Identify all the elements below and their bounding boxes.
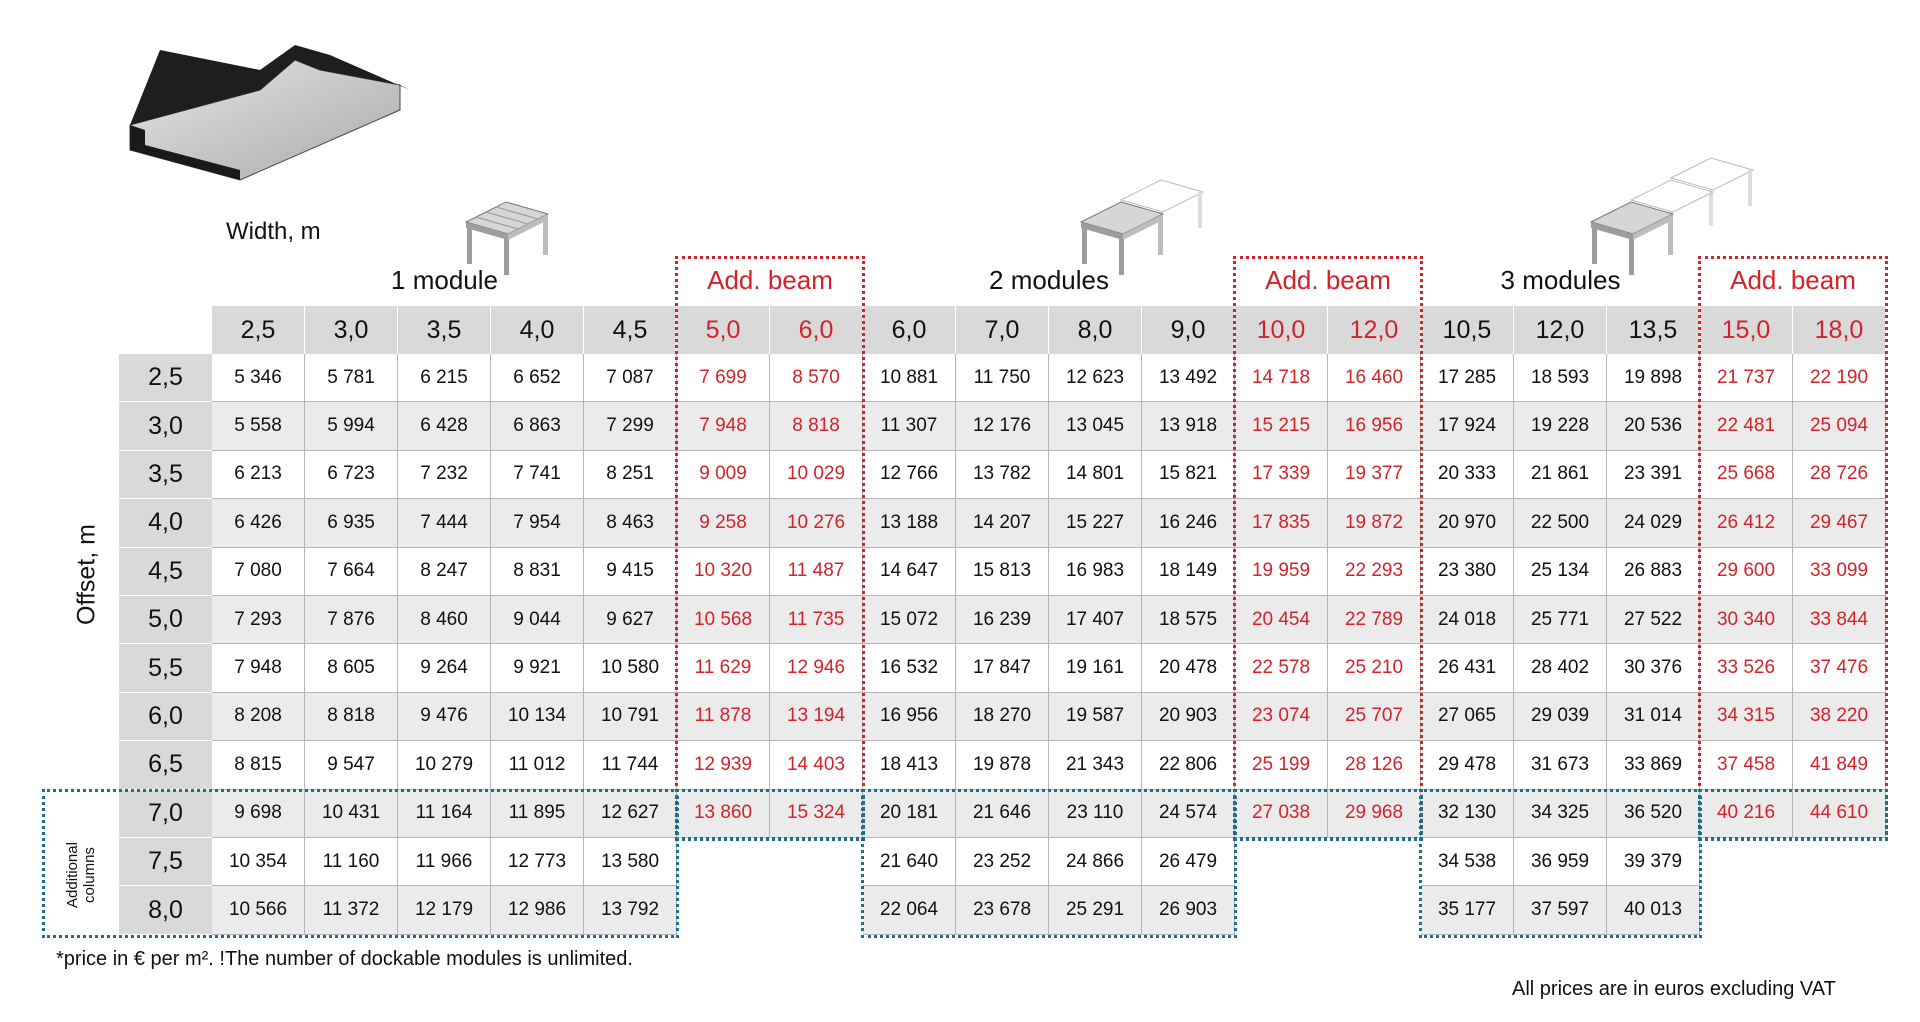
table-cell: 8 208 [212,693,305,741]
table-cell: 15 821 [1142,451,1235,499]
table-cell: 19 228 [1514,402,1607,450]
table-cell: 9 009 [677,451,770,499]
table-cell: 33 099 [1793,548,1886,596]
table-cell: 8 818 [305,693,398,741]
table-cell: 24 574 [1142,790,1235,838]
table-cell: 8 831 [491,548,584,596]
row-header: 8,0 [119,886,212,934]
table-cell: 21 861 [1514,451,1607,499]
table-cell: 24 029 [1607,499,1700,547]
table-cell: 27 522 [1607,596,1700,644]
table-cell: 7 948 [677,402,770,450]
table-cell: 12 946 [770,644,863,692]
table-cell: 11 307 [863,402,956,450]
column-header: 8,0 [1049,306,1142,354]
table-cell: 7 232 [398,451,491,499]
table-cell: 17 924 [1421,402,1514,450]
table-cell: 22 481 [1700,402,1793,450]
table-cell: 17 847 [956,644,1049,692]
table-cell: 8 247 [398,548,491,596]
table-cell: 34 325 [1514,790,1607,838]
table-cell: 10 134 [491,693,584,741]
table-cell: 12 179 [398,886,491,934]
table-cell: 37 597 [1514,886,1607,934]
table-cell: 19 959 [1235,548,1328,596]
table-cell: 26 903 [1142,886,1235,934]
table-cell: 20 181 [863,790,956,838]
table-cell: 12 986 [491,886,584,934]
section-label-add-beam-1: Add. beam [707,265,833,295]
column-header: 9,0 [1142,306,1235,354]
column-header: 6,0 [863,306,956,354]
table-cell: 40 013 [1607,886,1700,934]
row-header: 5,5 [119,644,212,692]
table-cell: 22 064 [863,886,956,934]
row-header: 4,5 [119,548,212,596]
table-cell: 29 467 [1793,499,1886,547]
section-label-1-module: 1 module [391,265,498,295]
table-cell: 14 718 [1235,354,1328,402]
table-cell: 26 479 [1142,838,1235,886]
table-cell: 5 781 [305,354,398,402]
row-header: 3,0 [119,402,212,450]
column-header: 2,5 [212,306,305,354]
table-cell: 28 726 [1793,451,1886,499]
table-cell: 21 640 [863,838,956,886]
table-cell: 9 547 [305,741,398,789]
table-cell: 33 526 [1700,644,1793,692]
table-cell: 22 789 [1328,596,1421,644]
table-cell: 33 869 [1607,741,1700,789]
table-cell: 16 983 [1049,548,1142,596]
column-header: 12,0 [1328,306,1421,354]
table-cell: 20 454 [1235,596,1328,644]
table-cell: 44 610 [1793,790,1886,838]
table-cell: 14 403 [770,741,863,789]
row-header: 3,5 [119,451,212,499]
table-cell: 10 276 [770,499,863,547]
table-cell: 36 959 [1514,838,1607,886]
table-cell: 7 699 [677,354,770,402]
table-cell: 7 080 [212,548,305,596]
column-header: 10,5 [1421,306,1514,354]
table-cell: 13 792 [584,886,677,934]
table-cell: 19 898 [1607,354,1700,402]
table-cell: 16 956 [1328,402,1421,450]
table-cell: 22 500 [1514,499,1607,547]
table-cell: 6 213 [212,451,305,499]
table-cell: 8 570 [770,354,863,402]
table-cell: 13 492 [1142,354,1235,402]
table-cell: 6 215 [398,354,491,402]
row-header: 6,0 [119,693,212,741]
table-cell: 6 428 [398,402,491,450]
table-cell: 17 407 [1049,596,1142,644]
table-cell: 23 110 [1049,790,1142,838]
table-cell: 11 878 [677,693,770,741]
table-cell: 11 895 [491,790,584,838]
table-cell: 14 801 [1049,451,1142,499]
table-cell: 18 270 [956,693,1049,741]
table-cell: 38 220 [1793,693,1886,741]
column-header: 15,0 [1700,306,1793,354]
table-cell: 20 903 [1142,693,1235,741]
table-cell: 11 629 [677,644,770,692]
table-cell: 11 160 [305,838,398,886]
table-cell: 16 956 [863,693,956,741]
section-label-3-modules: 3 modules [1500,265,1621,295]
table-cell: 13 580 [584,838,677,886]
table-cell: 13 782 [956,451,1049,499]
table-cell: 5 346 [212,354,305,402]
table-cell: 41 849 [1793,741,1886,789]
table-cell: 25 134 [1514,548,1607,596]
table-cell: 8 818 [770,402,863,450]
table-cell: 15 813 [956,548,1049,596]
table-cell: 25 291 [1049,886,1142,934]
table-cell: 6 863 [491,402,584,450]
table-cell: 9 258 [677,499,770,547]
column-header: 3,5 [398,306,491,354]
table-cell: 12 773 [491,838,584,886]
table-cell: 11 012 [491,741,584,789]
table-cell: 26 883 [1607,548,1700,596]
table-cell: 26 431 [1421,644,1514,692]
table-cell: 14 647 [863,548,956,596]
table-cell: 16 246 [1142,499,1235,547]
column-header: 6,0 [770,306,863,354]
table-cell: 17 835 [1235,499,1328,547]
table-cell: 10 568 [677,596,770,644]
table-cell: 24 866 [1049,838,1142,886]
row-header: 7,0 [119,790,212,838]
table-cell: 22 190 [1793,354,1886,402]
table-cell: 9 698 [212,790,305,838]
table-cell: 10 354 [212,838,305,886]
table-cell: 16 532 [863,644,956,692]
table-cell: 23 074 [1235,693,1328,741]
column-header: 3,0 [305,306,398,354]
table-cell: 10 320 [677,548,770,596]
table-cell: 11 750 [956,354,1049,402]
table-cell: 25 707 [1328,693,1421,741]
pergola-2-modules-icon [1077,174,1207,276]
table-cell: 29 478 [1421,741,1514,789]
table-cell: 19 161 [1049,644,1142,692]
table-cell: 20 536 [1607,402,1700,450]
table-cell: 23 391 [1607,451,1700,499]
table-cell: 13 860 [677,790,770,838]
table-cell: 9 627 [584,596,677,644]
table-cell: 18 149 [1142,548,1235,596]
table-cell: 25 210 [1328,644,1421,692]
table-cell: 13 194 [770,693,863,741]
table-cell: 6 426 [212,499,305,547]
table-cell: 10 431 [305,790,398,838]
table-cell: 36 520 [1607,790,1700,838]
table-cell: 15 072 [863,596,956,644]
table-cell: 11 487 [770,548,863,596]
pergola-1-module-icon [462,194,552,276]
row-header: 5,0 [119,596,212,644]
table-cell: 26 412 [1700,499,1793,547]
table-cell: 19 587 [1049,693,1142,741]
table-cell: 7 876 [305,596,398,644]
table-cell: 8 815 [212,741,305,789]
table-cell: 20 333 [1421,451,1514,499]
table-cell: 6 723 [305,451,398,499]
table-cell: 7 954 [491,499,584,547]
table-cell: 28 126 [1328,741,1421,789]
table-cell: 29 039 [1514,693,1607,741]
table-cell: 25 199 [1235,741,1328,789]
table-cell: 15 324 [770,790,863,838]
table-cell: 19 878 [956,741,1049,789]
table-cell: 29 968 [1328,790,1421,838]
table-cell: 8 463 [584,499,677,547]
additional-columns-text: Additional columns [64,842,98,908]
table-cell: 19 377 [1328,451,1421,499]
offset-axis-label: Offset, m [72,524,101,625]
table-cell: 25 668 [1700,451,1793,499]
table-cell: 16 460 [1328,354,1421,402]
table-cell: 8 605 [305,644,398,692]
table-cell: 10 791 [584,693,677,741]
table-cell: 20 478 [1142,644,1235,692]
table-cell: 6 652 [491,354,584,402]
column-header: 10,0 [1235,306,1328,354]
table-cell: 25 094 [1793,402,1886,450]
row-header: 6,5 [119,741,212,789]
table-cell: 11 372 [305,886,398,934]
table-cell: 23 678 [956,886,1049,934]
table-cell: 7 664 [305,548,398,596]
table-cell: 27 038 [1235,790,1328,838]
footnote: *price in € per m². !The number of dockable modules is unlimited. [56,948,633,970]
table-cell: 10 881 [863,354,956,402]
table-cell: 7 444 [398,499,491,547]
table-cell: 13 918 [1142,402,1235,450]
table-cell: 34 315 [1700,693,1793,741]
table-cell: 9 264 [398,644,491,692]
pergola-3-modules-icon [1587,154,1757,278]
table-cell: 5 558 [212,402,305,450]
table-cell: 7 741 [491,451,584,499]
table-cell: 30 376 [1607,644,1700,692]
table-cell: 11 735 [770,596,863,644]
table-cell: 17 339 [1235,451,1328,499]
table-cell: 30 340 [1700,596,1793,644]
table-cell: 31 673 [1514,741,1607,789]
table-cell: 21 646 [956,790,1049,838]
column-header: 7,0 [956,306,1049,354]
table-cell: 22 293 [1328,548,1421,596]
table-cell: 8 251 [584,451,677,499]
table-cell: 31 014 [1607,693,1700,741]
table-cell: 10 566 [212,886,305,934]
table-cell: 10 279 [398,741,491,789]
table-cell: 9 044 [491,596,584,644]
table-cell: 7 948 [212,644,305,692]
column-header: 4,0 [491,306,584,354]
table-cell: 10 029 [770,451,863,499]
column-header: 4,5 [584,306,677,354]
table-cell: 40 216 [1700,790,1793,838]
width-axis-label: Width, m [226,218,321,245]
table-cell: 35 177 [1421,886,1514,934]
column-header: 13,5 [1607,306,1700,354]
table-cell: 7 293 [212,596,305,644]
table-cell: 8 460 [398,596,491,644]
table-cell: 7 087 [584,354,677,402]
table-cell: 17 285 [1421,354,1514,402]
table-cell: 7 299 [584,402,677,450]
table-cell: 20 970 [1421,499,1514,547]
table-cell: 34 538 [1421,838,1514,886]
table-cell: 12 939 [677,741,770,789]
table-cell: 22 806 [1142,741,1235,789]
table-cell: 19 872 [1328,499,1421,547]
column-header: 12,0 [1514,306,1607,354]
table-cell: 6 935 [305,499,398,547]
section-label-2-modules: 2 modules [989,265,1109,295]
section-label-add-beam-2: Add. beam [1265,265,1391,295]
table-cell: 21 737 [1700,354,1793,402]
table-cell: 12 766 [863,451,956,499]
row-header: 2,5 [119,354,212,402]
row-header: 4,0 [119,499,212,547]
table-cell: 25 771 [1514,596,1607,644]
table-cell: 16 239 [956,596,1049,644]
table-cell: 11 744 [584,741,677,789]
table-cell: 10 580 [584,644,677,692]
table-cell: 12 176 [956,402,1049,450]
table-cell: 21 343 [1049,741,1142,789]
table-cell: 23 252 [956,838,1049,886]
table-cell: 13 188 [863,499,956,547]
additional-columns-label [64,820,110,930]
column-header: 5,0 [677,306,770,354]
table-cell: 23 380 [1421,548,1514,596]
table-cell: 32 130 [1421,790,1514,838]
table-cell: 29 600 [1700,548,1793,596]
table-cell: 18 413 [863,741,956,789]
table-cell: 11 966 [398,838,491,886]
table-cell: 28 402 [1514,644,1607,692]
table-cell: 11 164 [398,790,491,838]
row-header: 7,5 [119,838,212,886]
table-cell: 5 994 [305,402,398,450]
table-cell: 9 921 [491,644,584,692]
roof-profile-icon [120,30,410,190]
table-cell: 18 575 [1142,596,1235,644]
table-cell: 12 623 [1049,354,1142,402]
table-cell: 15 215 [1235,402,1328,450]
table-cell: 37 476 [1793,644,1886,692]
table-cell: 15 227 [1049,499,1142,547]
vat-note: All prices are in euros excluding VAT [1512,978,1836,1000]
table-cell: 37 458 [1700,741,1793,789]
table-cell: 33 844 [1793,596,1886,644]
table-cell: 9 415 [584,548,677,596]
table-cell: 18 593 [1514,354,1607,402]
table-cell: 14 207 [956,499,1049,547]
table-cell: 9 476 [398,693,491,741]
section-label-add-beam-3: Add. beam [1730,265,1856,295]
table-cell: 12 627 [584,790,677,838]
table-cell: 22 578 [1235,644,1328,692]
table-cell: 24 018 [1421,596,1514,644]
table-cell: 13 045 [1049,402,1142,450]
table-cell: 27 065 [1421,693,1514,741]
column-header: 18,0 [1793,306,1886,354]
table-cell: 39 379 [1607,838,1700,886]
